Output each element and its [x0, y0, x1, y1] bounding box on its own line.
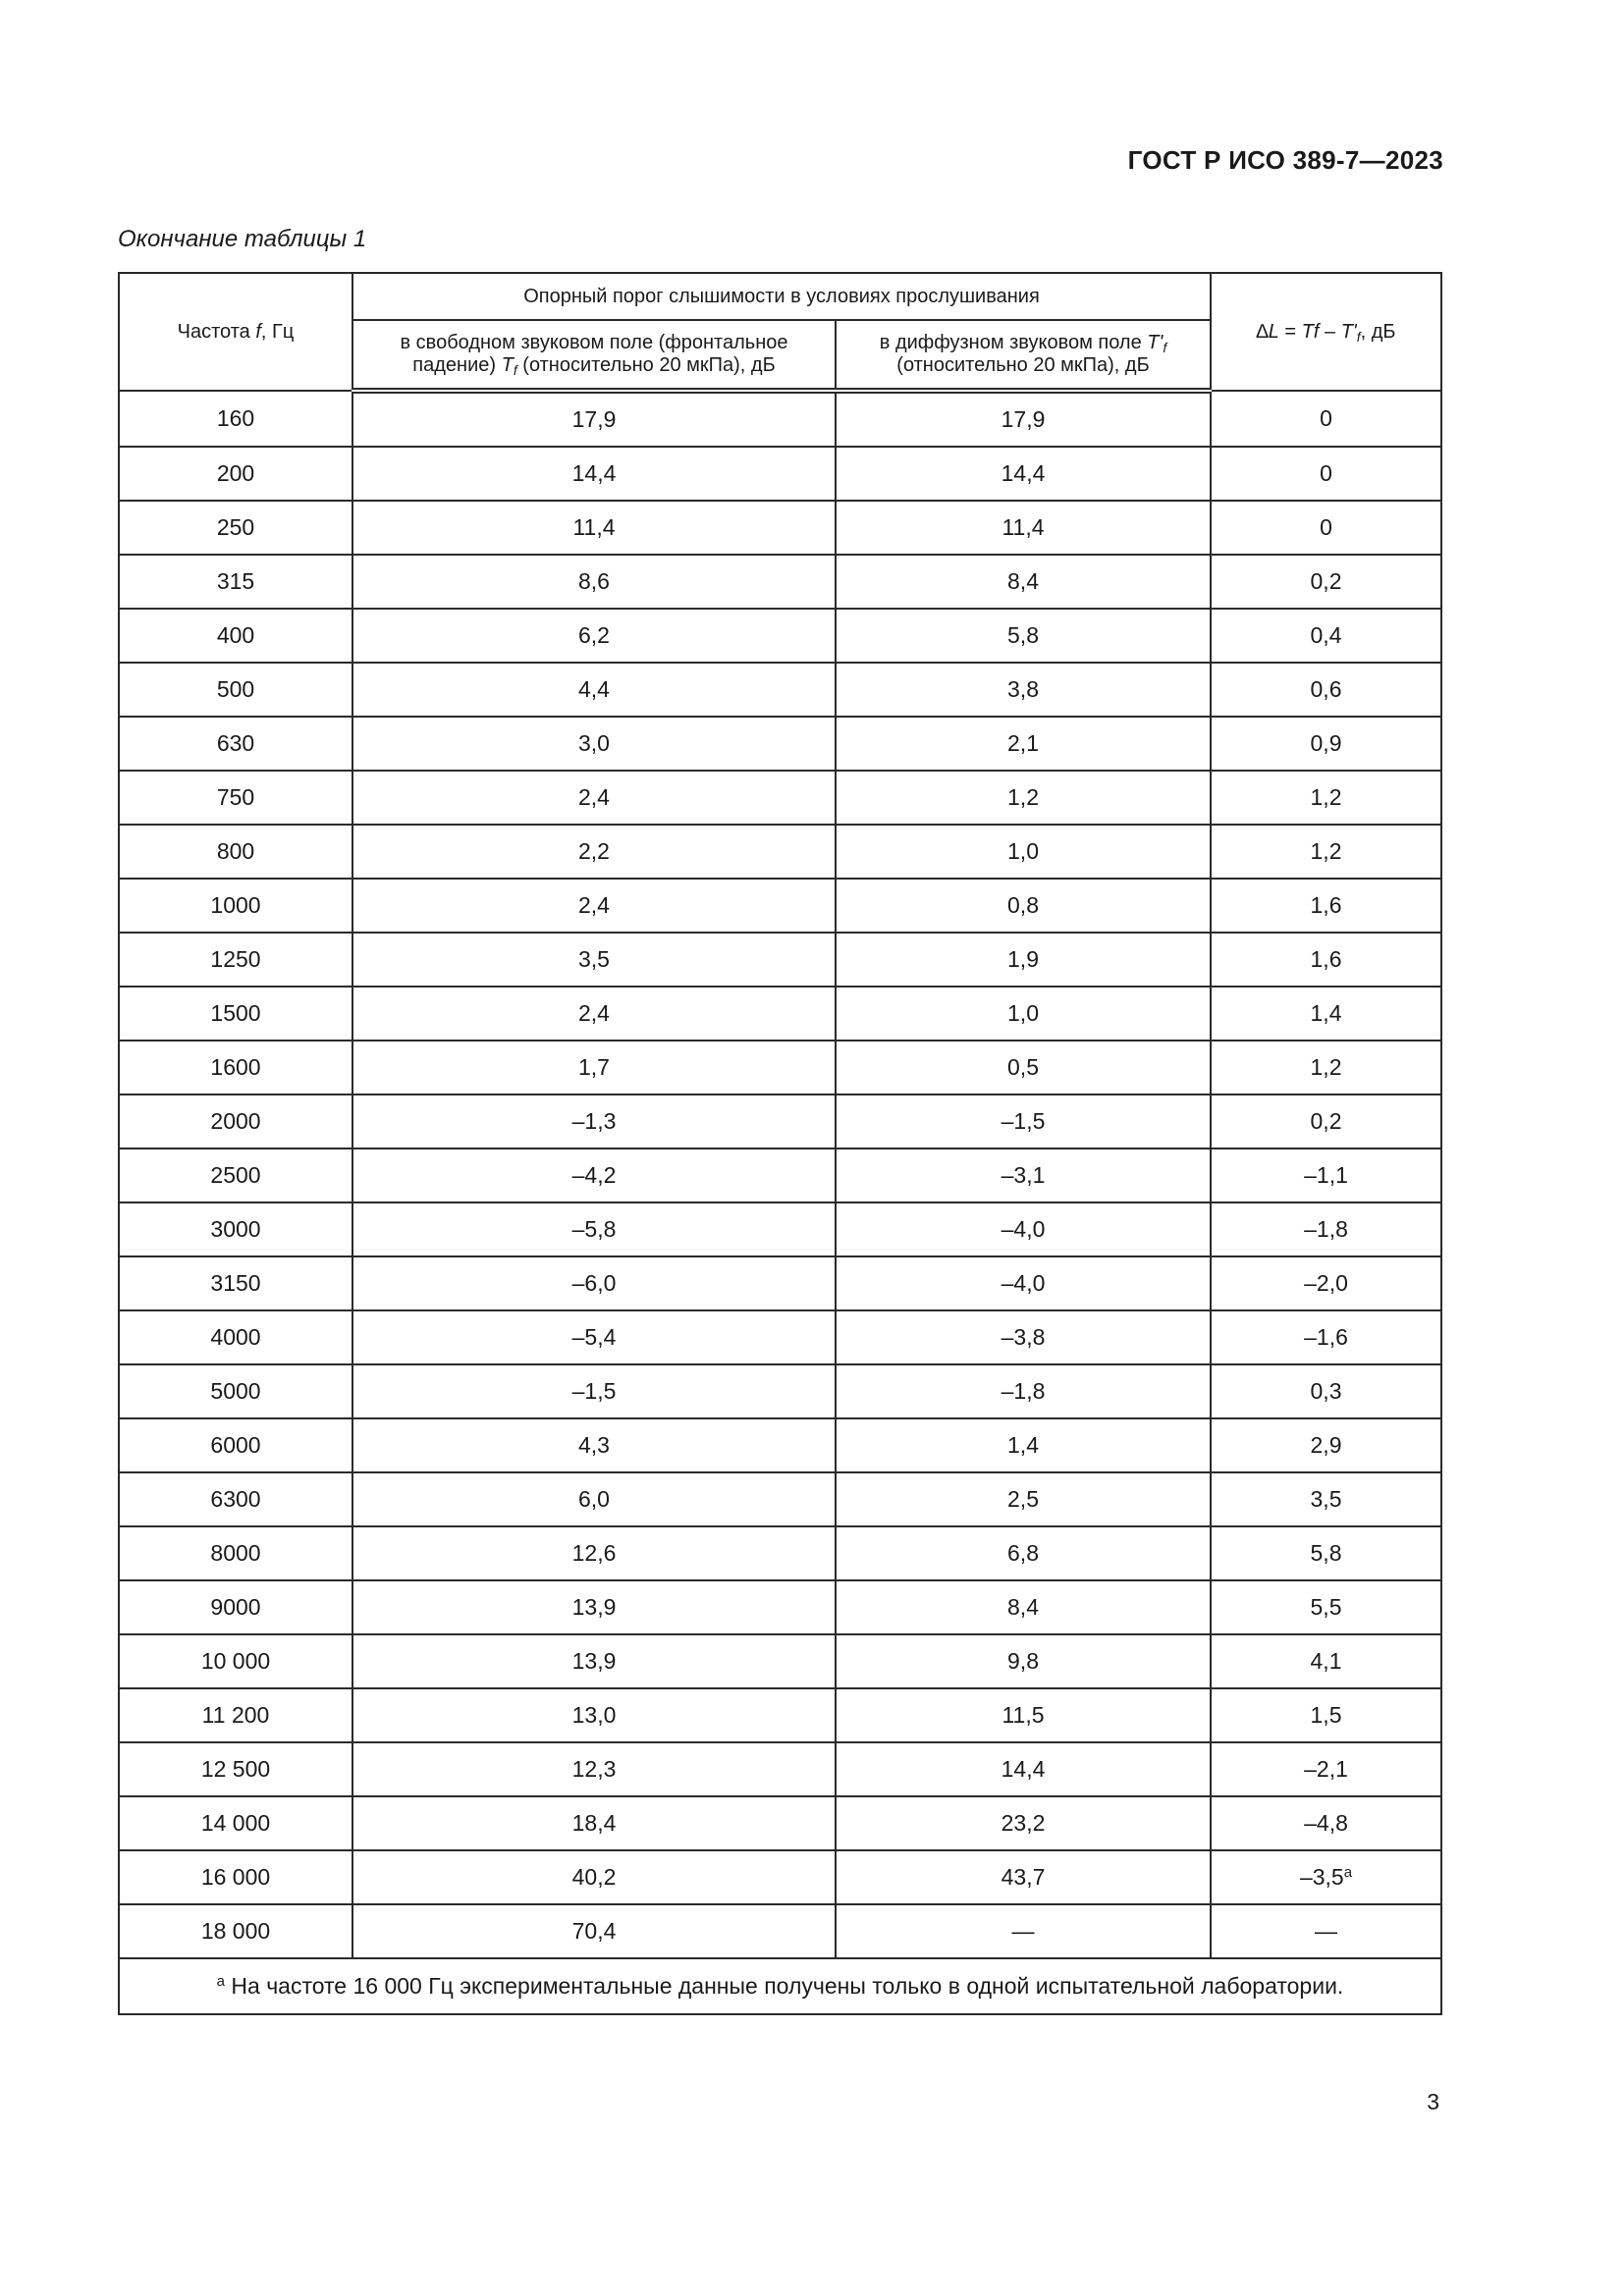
table-body: [119, 391, 1441, 2014]
cell-diffuse-field: [836, 555, 1211, 609]
cell-free-field: [352, 447, 836, 501]
cell-delta: [1211, 825, 1441, 879]
cell-frequency-value: 5000: [210, 1378, 261, 1404]
cell-diffuse-field: [836, 1688, 1211, 1742]
cell-frequency-value: 1250: [210, 946, 261, 972]
cell-diffuse-field: [836, 609, 1211, 663]
table-row: [119, 1041, 1441, 1095]
cell-frequency: [119, 1904, 352, 1958]
cell-frequency-value: 800: [216, 838, 255, 864]
cell-diffuse-field-value: —: [1011, 1918, 1035, 1944]
cell-free-field: [352, 1634, 836, 1688]
cell-delta: [1211, 391, 1441, 447]
data-table: [118, 272, 1442, 2015]
cell-frequency-value: 3150: [210, 1270, 261, 1296]
diffuse-field-line1: в диффузном звуковом поле: [879, 332, 1142, 353]
cell-diffuse-field-value: –1,5: [1001, 1108, 1046, 1134]
cell-frequency-value: 11 200: [201, 1702, 270, 1728]
cell-frequency: [119, 1095, 352, 1148]
cell-delta: [1211, 1256, 1441, 1310]
cell-diffuse-field-value: –4,0: [1001, 1216, 1046, 1242]
cell-free-field-value: 1,7: [578, 1054, 610, 1080]
cell-delta: [1211, 987, 1441, 1041]
table-row: [119, 717, 1441, 771]
table-row: [119, 663, 1441, 717]
cell-free-field-value: 18,4: [571, 1810, 617, 1836]
cell-frequency-value: 12 500: [200, 1756, 271, 1782]
cell-free-field-value: –6,0: [571, 1270, 617, 1296]
cell-frequency-value: 14 000: [200, 1810, 271, 1836]
cell-frequency: [119, 609, 352, 663]
cell-frequency-value: 2500: [210, 1162, 261, 1188]
cell-free-field-value: 6,2: [578, 622, 610, 648]
cell-frequency: [119, 825, 352, 879]
cell-delta: [1211, 717, 1441, 771]
table-caption: Окончание таблицы 1: [118, 226, 367, 252]
cell-delta: [1211, 663, 1441, 717]
cell-free-field: [352, 501, 836, 555]
table-row: [119, 1472, 1441, 1526]
cell-frequency: [119, 987, 352, 1041]
table-row: [119, 987, 1441, 1041]
cell-frequency: [119, 1580, 352, 1634]
cell-free-field-value: 12,3: [571, 1756, 617, 1782]
cell-diffuse-field-value: 2,5: [1007, 1486, 1039, 1512]
cell-delta: [1211, 1148, 1441, 1202]
cell-diffuse-field: [836, 717, 1211, 771]
cell-frequency: [119, 1634, 352, 1688]
cell-delta: [1211, 1634, 1441, 1688]
cell-frequency: [119, 1364, 352, 1418]
cell-frequency-value: 16 000: [200, 1864, 271, 1890]
cell-frequency-value: 750: [216, 784, 255, 810]
cell-frequency: [119, 717, 352, 771]
cell-frequency: [119, 879, 352, 933]
cell-free-field-value: 8,6: [578, 568, 610, 594]
cell-delta-value: 2,9: [1310, 1432, 1342, 1458]
cell-delta-value: 0: [1320, 460, 1332, 486]
cell-frequency-value: 10 000: [200, 1648, 271, 1674]
cell-diffuse-field-value: –1,8: [1001, 1378, 1046, 1404]
cell-delta-value: 1,2: [1310, 1054, 1342, 1080]
cell-free-field-value: 12,6: [571, 1540, 617, 1566]
cell-delta-value: 0: [1320, 514, 1332, 540]
cell-diffuse-field-value: 6,8: [1007, 1540, 1039, 1566]
cell-diffuse-field: [836, 1796, 1211, 1850]
cell-delta-value: –1,6: [1304, 1324, 1348, 1350]
cell-frequency: [119, 1796, 352, 1850]
cell-free-field: [352, 717, 836, 771]
delta-equals: =: [1278, 320, 1302, 343]
cell-diffuse-field-value: 1,4: [1007, 1432, 1039, 1458]
cell-delta-value: 1,5: [1310, 1702, 1342, 1728]
cell-free-field: [352, 1310, 836, 1364]
cell-diffuse-field: [836, 1850, 1211, 1904]
table-row: [119, 447, 1441, 501]
cell-diffuse-field-value: 1,0: [1007, 838, 1039, 864]
cell-free-field: [352, 1256, 836, 1310]
delta-t-prime: T': [1340, 320, 1357, 343]
cell-frequency-value: 400: [216, 622, 255, 648]
cell-free-field: [352, 1904, 836, 1958]
cell-free-field-value: –5,8: [571, 1216, 617, 1242]
cell-diffuse-field-value: 8,4: [1007, 568, 1039, 594]
cell-free-field: [352, 1526, 836, 1580]
cell-delta: [1211, 609, 1441, 663]
table-row: [119, 1202, 1441, 1256]
cell-free-field-value: –1,3: [571, 1108, 617, 1134]
delta-symbol: ∆: [1256, 320, 1269, 343]
table-row: [119, 1580, 1441, 1634]
cell-frequency-value: 500: [216, 676, 255, 702]
table-row: [119, 1310, 1441, 1364]
column-header-delta: [1211, 273, 1441, 391]
footnote: [119, 1958, 1441, 2014]
cell-diffuse-field: [836, 1418, 1211, 1472]
cell-free-field: [352, 879, 836, 933]
page-number: 3: [1427, 2089, 1439, 2114]
cell-delta-value: 3,5: [1310, 1486, 1342, 1512]
cell-delta: [1211, 1041, 1441, 1095]
cell-frequency-value: 630: [216, 730, 255, 756]
cell-free-field-value: –5,4: [571, 1324, 617, 1350]
cell-diffuse-field: [836, 1202, 1211, 1256]
table-row: [119, 1742, 1441, 1796]
cell-delta: [1211, 771, 1441, 825]
cell-free-field-value: –1,5: [571, 1378, 617, 1404]
cell-frequency-value: 8000: [210, 1540, 261, 1566]
delta-variable: L: [1268, 320, 1279, 343]
cell-free-field-value: 17,9: [571, 406, 617, 432]
footnote-text: На частоте 16 000 Гц экспериментальные данные получены только в одной испытательной лаборатории.: [225, 1973, 1344, 1999]
table-row: [119, 1148, 1441, 1202]
cell-free-field: [352, 1580, 836, 1634]
delta-unit: , дБ: [1360, 320, 1396, 343]
cell-free-field: [352, 1850, 836, 1904]
column-header-diffuse-field: [836, 320, 1211, 391]
cell-delta-value: 0,9: [1310, 730, 1342, 756]
diffuse-field-variable: T': [1147, 332, 1164, 353]
cell-free-field: [352, 609, 836, 663]
cell-free-field: [352, 1688, 836, 1742]
cell-frequency: [119, 933, 352, 987]
cell-frequency-value: 4000: [210, 1324, 261, 1350]
table-row: [119, 1418, 1441, 1472]
cell-frequency-value: 160: [216, 405, 255, 431]
cell-frequency: [119, 771, 352, 825]
frequency-unit: , Гц: [260, 320, 295, 343]
cell-delta-value: 1,6: [1310, 946, 1342, 972]
cell-diffuse-field: [836, 1526, 1211, 1580]
cell-diffuse-field: [836, 879, 1211, 933]
cell-frequency-value: 3000: [210, 1216, 261, 1242]
cell-delta: [1211, 879, 1441, 933]
cell-free-field: [352, 391, 836, 447]
cell-diffuse-field-value: 2,1: [1007, 730, 1039, 756]
cell-diffuse-field-value: 1,9: [1007, 946, 1039, 972]
table-row: [119, 1364, 1441, 1418]
cell-diffuse-field-value: 23,2: [1001, 1810, 1046, 1836]
cell-frequency: [119, 1472, 352, 1526]
cell-diffuse-field-value: 17,9: [1001, 406, 1046, 432]
free-field-line2a: падение): [412, 354, 497, 376]
cell-diffuse-field: [836, 1742, 1211, 1796]
cell-delta-value: 4,1: [1310, 1648, 1342, 1674]
cell-frequency: [119, 1418, 352, 1472]
frequency-label: Частота: [177, 320, 250, 343]
table-row: [119, 609, 1441, 663]
cell-frequency: [119, 555, 352, 609]
cell-frequency: [119, 663, 352, 717]
table-row: [119, 1904, 1441, 1958]
cell-diffuse-field: [836, 447, 1211, 501]
cell-diffuse-field: [836, 1310, 1211, 1364]
cell-frequency: [119, 1041, 352, 1095]
cell-free-field-value: 4,3: [578, 1432, 610, 1458]
cell-delta: [1211, 1418, 1441, 1472]
cell-diffuse-field-value: 1,0: [1007, 1000, 1039, 1026]
column-header-free-field: [352, 320, 836, 391]
cell-diffuse-field: [836, 987, 1211, 1041]
cell-free-field: [352, 1796, 836, 1850]
cell-delta-value: –2,1: [1304, 1756, 1348, 1782]
cell-frequency: [119, 1688, 352, 1742]
cell-free-field: [352, 771, 836, 825]
cell-delta: [1211, 555, 1441, 609]
table-row: [119, 1796, 1441, 1850]
cell-diffuse-field: [836, 1580, 1211, 1634]
cell-free-field: [352, 1742, 836, 1796]
cell-diffuse-field: [836, 1634, 1211, 1688]
cell-delta: [1211, 447, 1441, 501]
cell-free-field-value: 3,0: [578, 730, 610, 756]
cell-free-field-value: 6,0: [578, 1486, 610, 1512]
table-row: [119, 771, 1441, 825]
cell-delta: [1211, 933, 1441, 987]
cell-free-field: [352, 1148, 836, 1202]
cell-frequency-value: 1500: [210, 1000, 261, 1026]
cell-frequency-value: 1000: [210, 892, 261, 918]
cell-diffuse-field: [836, 501, 1211, 555]
cell-frequency: [119, 1850, 352, 1904]
cell-frequency: [119, 1148, 352, 1202]
table-row: [119, 555, 1441, 609]
cell-free-field: [352, 555, 836, 609]
cell-free-field-value: 13,0: [571, 1702, 617, 1728]
cell-delta-value: 0,4: [1310, 622, 1342, 648]
cell-delta: [1211, 1850, 1441, 1904]
cell-delta-value: 0,2: [1310, 568, 1342, 594]
cell-frequency-value: 200: [216, 460, 255, 486]
footnote-reference: a: [1343, 1864, 1353, 1881]
cell-diffuse-field-value: –3,8: [1001, 1324, 1046, 1350]
cell-frequency-value: 250: [216, 514, 255, 540]
cell-delta: [1211, 1580, 1441, 1634]
cell-free-field-value: 2,2: [578, 838, 610, 864]
cell-diffuse-field-value: 1,2: [1007, 784, 1039, 810]
cell-free-field: [352, 1418, 836, 1472]
cell-delta: [1211, 1364, 1441, 1418]
table-row: [119, 391, 1441, 447]
cell-free-field: [352, 933, 836, 987]
cell-free-field: [352, 825, 836, 879]
cell-diffuse-field: [836, 1041, 1211, 1095]
cell-diffuse-field-value: 0,5: [1007, 1054, 1039, 1080]
cell-free-field-value: 40,2: [571, 1864, 617, 1890]
cell-diffuse-field-value: 43,7: [1001, 1864, 1046, 1890]
cell-delta: [1211, 1904, 1441, 1958]
cell-free-field: [352, 1095, 836, 1148]
cell-diffuse-field-value: 14,4: [1001, 460, 1046, 486]
cell-diffuse-field: [836, 771, 1211, 825]
diffuse-field-subscript: f: [1163, 340, 1167, 355]
cell-frequency-value: 18 000: [200, 1918, 271, 1944]
cell-delta-value: 0,6: [1310, 676, 1342, 702]
cell-diffuse-field-value: 9,8: [1007, 1648, 1039, 1674]
cell-free-field: [352, 1041, 836, 1095]
cell-free-field-value: 14,4: [571, 460, 617, 486]
cell-frequency-value: 2000: [210, 1108, 261, 1134]
cell-delta-value: 5,8: [1310, 1540, 1342, 1566]
table-row: [119, 879, 1441, 933]
free-field-line2b: (относительно 20 мкПа), дБ: [522, 354, 776, 376]
cell-delta: [1211, 1472, 1441, 1526]
cell-delta-value: 0,3: [1310, 1378, 1342, 1404]
cell-delta: [1211, 1742, 1441, 1796]
table-row: [119, 1256, 1441, 1310]
table-row: [119, 1095, 1441, 1148]
cell-free-field-value: 2,4: [578, 892, 610, 918]
cell-delta: [1211, 1526, 1441, 1580]
cell-free-field: [352, 1202, 836, 1256]
cell-delta-value: —: [1315, 1918, 1338, 1944]
cell-diffuse-field: [836, 933, 1211, 987]
cell-frequency-value: 1600: [210, 1054, 261, 1080]
table-row: [119, 1850, 1441, 1904]
delta-subscript: f: [1356, 328, 1361, 345]
free-field-variable: T: [501, 354, 514, 376]
cell-diffuse-field-value: 11,5: [1001, 1702, 1045, 1728]
cell-diffuse-field: [836, 1472, 1211, 1526]
cell-diffuse-field: [836, 1364, 1211, 1418]
cell-free-field-value: 4,4: [578, 676, 610, 702]
column-header-frequency: [119, 273, 352, 391]
cell-free-field-value: 11,4: [572, 514, 616, 540]
table-row: [119, 825, 1441, 879]
cell-diffuse-field-value: 0,8: [1007, 892, 1039, 918]
cell-delta-value: 5,5: [1310, 1594, 1342, 1620]
cell-frequency: [119, 501, 352, 555]
cell-frequency: [119, 1202, 352, 1256]
cell-delta-value: –4,8: [1304, 1810, 1348, 1836]
cell-delta-value: 1,4: [1310, 1000, 1342, 1026]
cell-free-field: [352, 1472, 836, 1526]
cell-frequency: [119, 447, 352, 501]
cell-diffuse-field-value: –4,0: [1001, 1270, 1046, 1296]
cell-frequency: [119, 1526, 352, 1580]
cell-free-field-value: 2,4: [578, 784, 610, 810]
cell-delta: [1211, 1310, 1441, 1364]
cell-frequency: [119, 1742, 352, 1796]
table-row: [119, 933, 1441, 987]
delta-minus: –: [1319, 320, 1341, 343]
cell-free-field: [352, 987, 836, 1041]
delta-tf: Tf: [1301, 320, 1320, 343]
table-row: [119, 1526, 1441, 1580]
cell-delta: [1211, 1095, 1441, 1148]
free-field-subscript: f: [513, 362, 517, 378]
cell-delta-value: –3,5: [1299, 1864, 1344, 1890]
cell-frequency: [119, 391, 352, 447]
frequency-variable: f: [255, 320, 261, 343]
cell-delta-value: 1,6: [1310, 892, 1342, 918]
cell-frequency-value: 9000: [210, 1594, 261, 1620]
cell-delta-value: 0,2: [1310, 1108, 1342, 1134]
cell-diffuse-field-value: 14,4: [1001, 1756, 1046, 1782]
cell-diffuse-field: [836, 1256, 1211, 1310]
cell-delta-value: 1,2: [1310, 784, 1342, 810]
footnote-mark: a: [216, 1973, 226, 1990]
document-code: ГОСТ Р ИСО 389-7—2023: [1127, 145, 1443, 175]
cell-diffuse-field-value: 8,4: [1007, 1594, 1039, 1620]
cell-free-field-value: 2,4: [578, 1000, 610, 1026]
cell-delta: [1211, 501, 1441, 555]
table-row: [119, 1634, 1441, 1688]
cell-free-field-value: 13,9: [571, 1648, 617, 1674]
cell-diffuse-field: [836, 663, 1211, 717]
hearing-threshold-table: [118, 272, 1440, 2015]
cell-delta-value: –2,0: [1304, 1270, 1348, 1296]
cell-frequency-value: 315: [216, 568, 255, 594]
cell-free-field: [352, 1364, 836, 1418]
free-field-line1: в свободном звуковом поле (фронтальное: [400, 332, 788, 353]
cell-free-field-value: 70,4: [571, 1918, 617, 1944]
cell-free-field-value: 13,9: [571, 1594, 617, 1620]
cell-diffuse-field: [836, 825, 1211, 879]
footnote-row: [119, 1958, 1441, 2014]
cell-delta-value: –1,1: [1304, 1162, 1348, 1188]
cell-free-field: [352, 663, 836, 717]
cell-frequency-value: 6300: [210, 1486, 261, 1512]
cell-delta-value: 0: [1320, 405, 1332, 431]
cell-diffuse-field: [836, 1148, 1211, 1202]
diffuse-field-line2: (относительно 20 мкПа), дБ: [896, 354, 1150, 376]
cell-delta-value: –1,8: [1304, 1216, 1348, 1242]
cell-frequency: [119, 1256, 352, 1310]
cell-diffuse-field-value: 3,8: [1007, 676, 1039, 702]
cell-delta: [1211, 1688, 1441, 1742]
table-row: [119, 501, 1441, 555]
cell-diffuse-field-value: 11,4: [1001, 514, 1045, 540]
cell-delta-value: 1,2: [1310, 838, 1342, 864]
cell-free-field-value: –4,2: [571, 1162, 617, 1188]
cell-diffuse-field: [836, 1095, 1211, 1148]
table-row: [119, 1688, 1441, 1742]
cell-frequency: [119, 1310, 352, 1364]
cell-diffuse-field-value: 5,8: [1007, 622, 1039, 648]
column-group-header: Опорный порог слышимости в условиях прослушивания: [352, 273, 1211, 320]
cell-diffuse-field: [836, 1904, 1211, 1958]
cell-frequency-value: 6000: [210, 1432, 261, 1458]
cell-diffuse-field: [836, 391, 1211, 447]
cell-free-field-value: 3,5: [578, 946, 610, 972]
cell-delta: [1211, 1796, 1441, 1850]
cell-delta: [1211, 1202, 1441, 1256]
cell-diffuse-field-value: –3,1: [1001, 1162, 1046, 1188]
